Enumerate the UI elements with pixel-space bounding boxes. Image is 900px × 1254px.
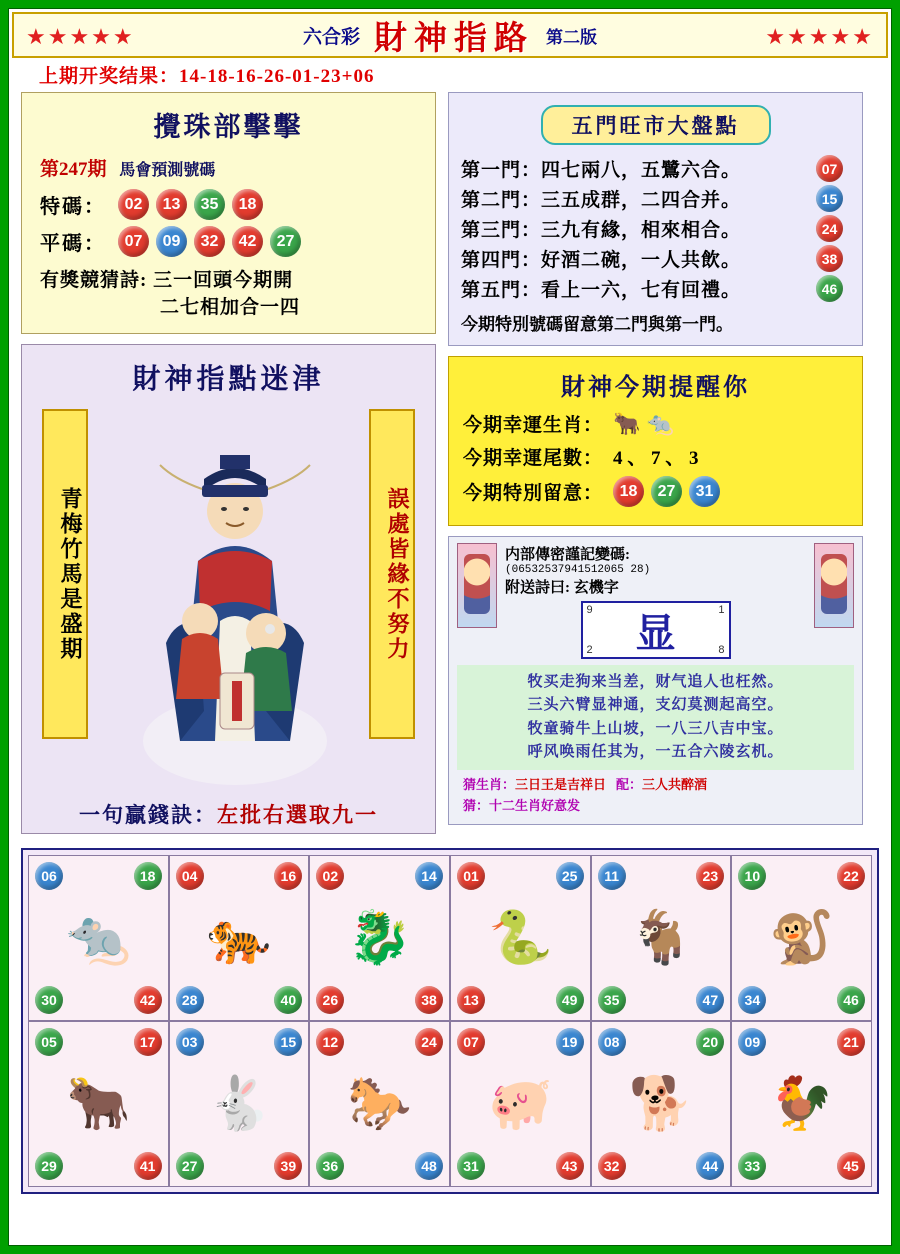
right-column (448, 92, 863, 844)
zodiac-number-bl[interactable]: 32 (598, 1152, 626, 1180)
lottery-ball: 09 (156, 226, 187, 257)
zodiac-number-bl[interactable]: 36 (316, 1152, 344, 1180)
money-winning-phrase-label: 一句贏錢訣： (79, 803, 217, 827)
zodiac-cell[interactable] (28, 855, 169, 1021)
god-of-wealth-illustration (28, 399, 429, 799)
god-of-wealth-title: 財神指點迷津 (132, 364, 325, 395)
poem-line-1: 有獎競猜詩: 三一回頭今期開 (40, 270, 294, 291)
right-fortune-card-icon (814, 543, 854, 628)
zodiac-cell[interactable] (28, 1021, 169, 1187)
secret-footer-value: 三人共醉酒 (642, 777, 708, 792)
zodiac-number-br[interactable]: 42 (134, 986, 162, 1014)
zodiac-number-br[interactable]: 45 (837, 1152, 865, 1180)
secret-footer-value: 三日王是吉祥日 (515, 777, 607, 792)
lottery-ball: 27 (651, 476, 682, 507)
zodiac-animal-icon: 🐀 (65, 909, 131, 967)
secret-code-text (497, 543, 814, 659)
secret-poem-line: 呼风唤雨任其为，一五合六陵玄机。 (527, 743, 784, 760)
zodiac-number-br[interactable]: 41 (134, 1152, 162, 1180)
prize-riddle-poem (40, 265, 421, 319)
lucky-tail-row (463, 443, 848, 470)
lottery-ball: 18 (613, 476, 644, 507)
five-gates-panel (448, 92, 863, 346)
deity-figure-icon (120, 411, 350, 791)
gate-row (461, 245, 850, 272)
left-vertical-banner: 青梅竹馬是盛期 (42, 409, 88, 739)
secret-code-top (457, 543, 854, 659)
lottery-ball: 46 (816, 275, 843, 302)
lottery-ball: 42 (232, 226, 263, 257)
zodiac-cell[interactable] (309, 1021, 450, 1187)
normal-code-label: 平碼： (40, 233, 106, 255)
edition-label: 第二版 (546, 27, 597, 47)
zodiac-number-bl[interactable]: 27 (176, 1152, 204, 1180)
zodiac-number-bl[interactable]: 29 (35, 1152, 63, 1180)
issue-subtitle: 馬會預測號碼 (119, 162, 216, 179)
zodiac-number-tr[interactable]: 20 (696, 1028, 724, 1056)
mystery-character-box (581, 601, 731, 659)
lottery-ball: 07 (816, 155, 843, 182)
gate-text: 第一門：四七兩八，五鷺六合。 (461, 160, 742, 181)
lottery-ball: 15 (816, 185, 843, 212)
zodiac-number-br[interactable]: 47 (696, 986, 724, 1014)
lottery-ball: 32 (194, 226, 225, 257)
zodiac-number-bl[interactable]: 33 (738, 1152, 766, 1180)
zodiac-number-bl[interactable]: 26 (316, 986, 344, 1014)
normal-code-balls (118, 226, 308, 257)
secret-footer-item (463, 774, 606, 793)
zodiac-number-tl[interactable]: 03 (176, 1028, 204, 1056)
mystery-corner-top-right: 1 (718, 604, 725, 616)
zodiac-number-tl[interactable]: 10 (738, 862, 766, 890)
left-fortune-card-icon (457, 543, 497, 628)
zodiac-cell[interactable] (591, 855, 732, 1021)
zodiac-animal-icon: 🐐 (628, 909, 694, 967)
secret-poem-line: 牧童骑牛上山坡，一八三八吉中宝。 (527, 720, 784, 737)
normal-code-row (40, 226, 421, 257)
gate-row (461, 275, 850, 302)
left-column (21, 92, 436, 844)
zodiac-number-tl[interactable]: 01 (457, 862, 485, 890)
last-draw-result: 上期开奖结果：14-18-16-26-01-23+06 (39, 66, 375, 87)
zodiac-cell[interactable] (591, 1021, 732, 1187)
reminder-panel (448, 356, 863, 526)
money-winning-phrase (28, 799, 429, 829)
zodiac-number-tr[interactable]: 16 (274, 862, 302, 890)
secret-code-digits: (06532537941512065 28) (505, 564, 651, 576)
secret-footer (457, 774, 854, 793)
lottery-ball: 35 (194, 189, 225, 220)
publication-subtitle: 六合彩 (302, 26, 360, 48)
zodiac-number-tl[interactable]: 12 (316, 1028, 344, 1056)
mystery-corner-bottom-left: 2 (586, 644, 593, 656)
zodiac-number-tl[interactable]: 02 (316, 862, 344, 890)
five-gates-rows (461, 155, 850, 302)
issue-number-value: 第247期 (40, 159, 107, 180)
reminder-panel-title: 財神今期提醒你 (561, 375, 750, 401)
zodiac-number-tr[interactable]: 21 (837, 1028, 865, 1056)
zodiac-animal-icon: 🐓 (769, 1075, 835, 1133)
secret-code-line-1: 内部傳密謹記變碼: (505, 547, 630, 563)
zodiac-number-br[interactable]: 40 (274, 986, 302, 1014)
special-attention-balls (613, 476, 727, 507)
page-title: 財神指路 (374, 20, 534, 57)
special-code-label: 特碼： (40, 196, 106, 218)
gate-text: 第三門：三九有緣，相來相合。 (461, 220, 742, 241)
zodiac-number-tr[interactable]: 15 (274, 1028, 302, 1056)
zodiac-number-tr[interactable]: 24 (415, 1028, 443, 1056)
lucky-zodiac-label: 今期幸運生肖： (463, 415, 604, 436)
zodiac-animal-icon: 🐉 (347, 909, 413, 967)
lottery-ball: 38 (816, 245, 843, 272)
zodiac-number-bl[interactable]: 28 (176, 986, 204, 1014)
gate-text: 第五門：看上一六，七有回禮。 (461, 280, 742, 301)
secret-footer-key: 配： (616, 777, 643, 792)
five-gates-note: 今期特別號碼留意第二門與第一門。 (461, 315, 733, 334)
gate-row (461, 215, 850, 242)
zodiac-number-br[interactable]: 46 (837, 986, 865, 1014)
zodiac-number-tr[interactable]: 18 (134, 862, 162, 890)
zodiac-cell[interactable] (169, 1021, 310, 1187)
zodiac-number-br[interactable]: 44 (696, 1152, 724, 1180)
secret-footer-item (616, 774, 707, 793)
stars-right-decoration: ★★★★★ (765, 24, 874, 49)
poem-line-2: 二七相加合一四 (160, 297, 301, 318)
page-root (8, 8, 892, 1246)
gate-row (461, 185, 850, 212)
zodiac-animal-icon: 🐅 (206, 909, 272, 967)
lottery-ball: 27 (270, 226, 301, 257)
lottery-ball: 24 (816, 215, 843, 242)
zodiac-number-br[interactable]: 43 (556, 1152, 584, 1180)
special-attention-label: 今期特別留意： (463, 483, 604, 504)
lottery-ball: 18 (232, 189, 263, 220)
zodiac-number-tl[interactable]: 04 (176, 862, 204, 890)
zodiac-cell[interactable] (731, 1021, 872, 1187)
zodiac-cell[interactable] (169, 855, 310, 1021)
special-attention-row (463, 476, 848, 507)
zodiac-number-tr[interactable]: 17 (134, 1028, 162, 1056)
zodiac-cell[interactable] (731, 855, 872, 1021)
zodiac-number-tl[interactable]: 08 (598, 1028, 626, 1056)
mystery-character: 显 (635, 610, 676, 656)
zodiac-number-br[interactable]: 48 (415, 1152, 443, 1180)
lucky-zodiac-row (463, 410, 848, 437)
zodiac-table-grid (28, 855, 872, 1187)
gate-text: 第二門：三五成群，二四合并。 (461, 190, 742, 211)
zodiac-number-br[interactable]: 49 (556, 986, 584, 1014)
zodiac-number-table (21, 848, 879, 1194)
zodiac-number-tr[interactable]: 23 (696, 862, 724, 890)
zodiac-number-bl[interactable]: 34 (738, 986, 766, 1014)
lottery-ball: 13 (156, 189, 187, 220)
zodiac-animal-icon: 🐎 (347, 1075, 413, 1133)
zodiac-cell[interactable] (309, 855, 450, 1021)
zodiac-number-bl[interactable]: 13 (457, 986, 485, 1014)
zodiac-number-tr[interactable]: 25 (556, 862, 584, 890)
special-code-row (40, 189, 421, 220)
secret-code-panel (448, 536, 863, 825)
god-of-wealth-panel (21, 344, 436, 834)
zodiac-number-tl[interactable]: 11 (598, 862, 626, 890)
zodiac-cell[interactable] (450, 855, 591, 1021)
zodiac-number-bl[interactable]: 30 (35, 986, 63, 1014)
special-code-balls (118, 189, 270, 220)
zodiac-number-tr[interactable]: 19 (556, 1028, 584, 1056)
zodiac-animal-icon: 🐂 (65, 1075, 131, 1133)
zodiac-number-br[interactable]: 38 (415, 986, 443, 1014)
lucky-tail-value: 4 、 7 、 3 (613, 448, 699, 469)
mystery-corner-bottom-right: 8 (718, 644, 725, 656)
five-gates-caption: 五門旺市大盤點 (541, 105, 771, 145)
lottery-ball: 07 (118, 226, 149, 257)
zodiac-animal-icon: 🐕 (628, 1075, 694, 1133)
mystery-corner-top-left: 9 (586, 604, 593, 616)
zodiac-number-tl[interactable]: 07 (457, 1028, 485, 1056)
issue-number (40, 154, 421, 181)
secret-poem (457, 665, 854, 770)
lottery-ball: 02 (118, 189, 149, 220)
secret-poem-line: 三头六臂显神通，支幻莫测起高空。 (527, 697, 784, 714)
prediction-panel-title: 攪珠部擊擊 (153, 112, 304, 142)
zodiac-number-tr[interactable]: 22 (837, 862, 865, 890)
secret-footer-key: 猜生肖： (463, 777, 516, 792)
zodiac-number-bl[interactable]: 31 (457, 1152, 485, 1180)
zodiac-number-br[interactable]: 39 (274, 1152, 302, 1180)
lottery-ball: 31 (689, 476, 720, 507)
ox-and-rat-icon: 🐂 🐀 (613, 410, 674, 436)
zodiac-number-tl[interactable]: 09 (738, 1028, 766, 1056)
stars-left-decoration: ★★★★★ (26, 24, 135, 49)
zodiac-number-tl[interactable]: 06 (35, 862, 63, 890)
gate-row (461, 155, 850, 182)
secret-poem-line: 牧买走狗来当差，财气追人也枉然。 (527, 674, 784, 690)
zodiac-cell[interactable] (450, 1021, 591, 1187)
lucky-tail-label: 今期幸運尾數： (463, 448, 604, 469)
zodiac-number-tl[interactable]: 05 (35, 1028, 63, 1056)
gate-text: 第四門：好酒二碗，一人共飲。 (461, 250, 742, 271)
zodiac-animal-icon: 🐒 (769, 909, 835, 967)
secret-code-line-2: 附送詩曰: 玄機字 (505, 580, 619, 596)
page-header (12, 12, 888, 58)
zodiac-number-tr[interactable]: 14 (415, 862, 443, 890)
right-vertical-banner: 誤處皆緣不努力 (369, 409, 415, 739)
prediction-panel (21, 92, 436, 334)
zodiac-number-bl[interactable]: 35 (598, 986, 626, 1014)
zodiac-animal-icon: 🐖 (487, 1075, 553, 1133)
zodiac-animal-icon: 🐇 (206, 1075, 272, 1133)
zodiac-animal-icon: 🐍 (487, 909, 553, 967)
secret-footer-2: 猜：十二生肖好意发 (463, 798, 581, 813)
money-winning-phrase-value: 左批右選取九一 (217, 803, 378, 827)
content-columns (9, 92, 891, 844)
